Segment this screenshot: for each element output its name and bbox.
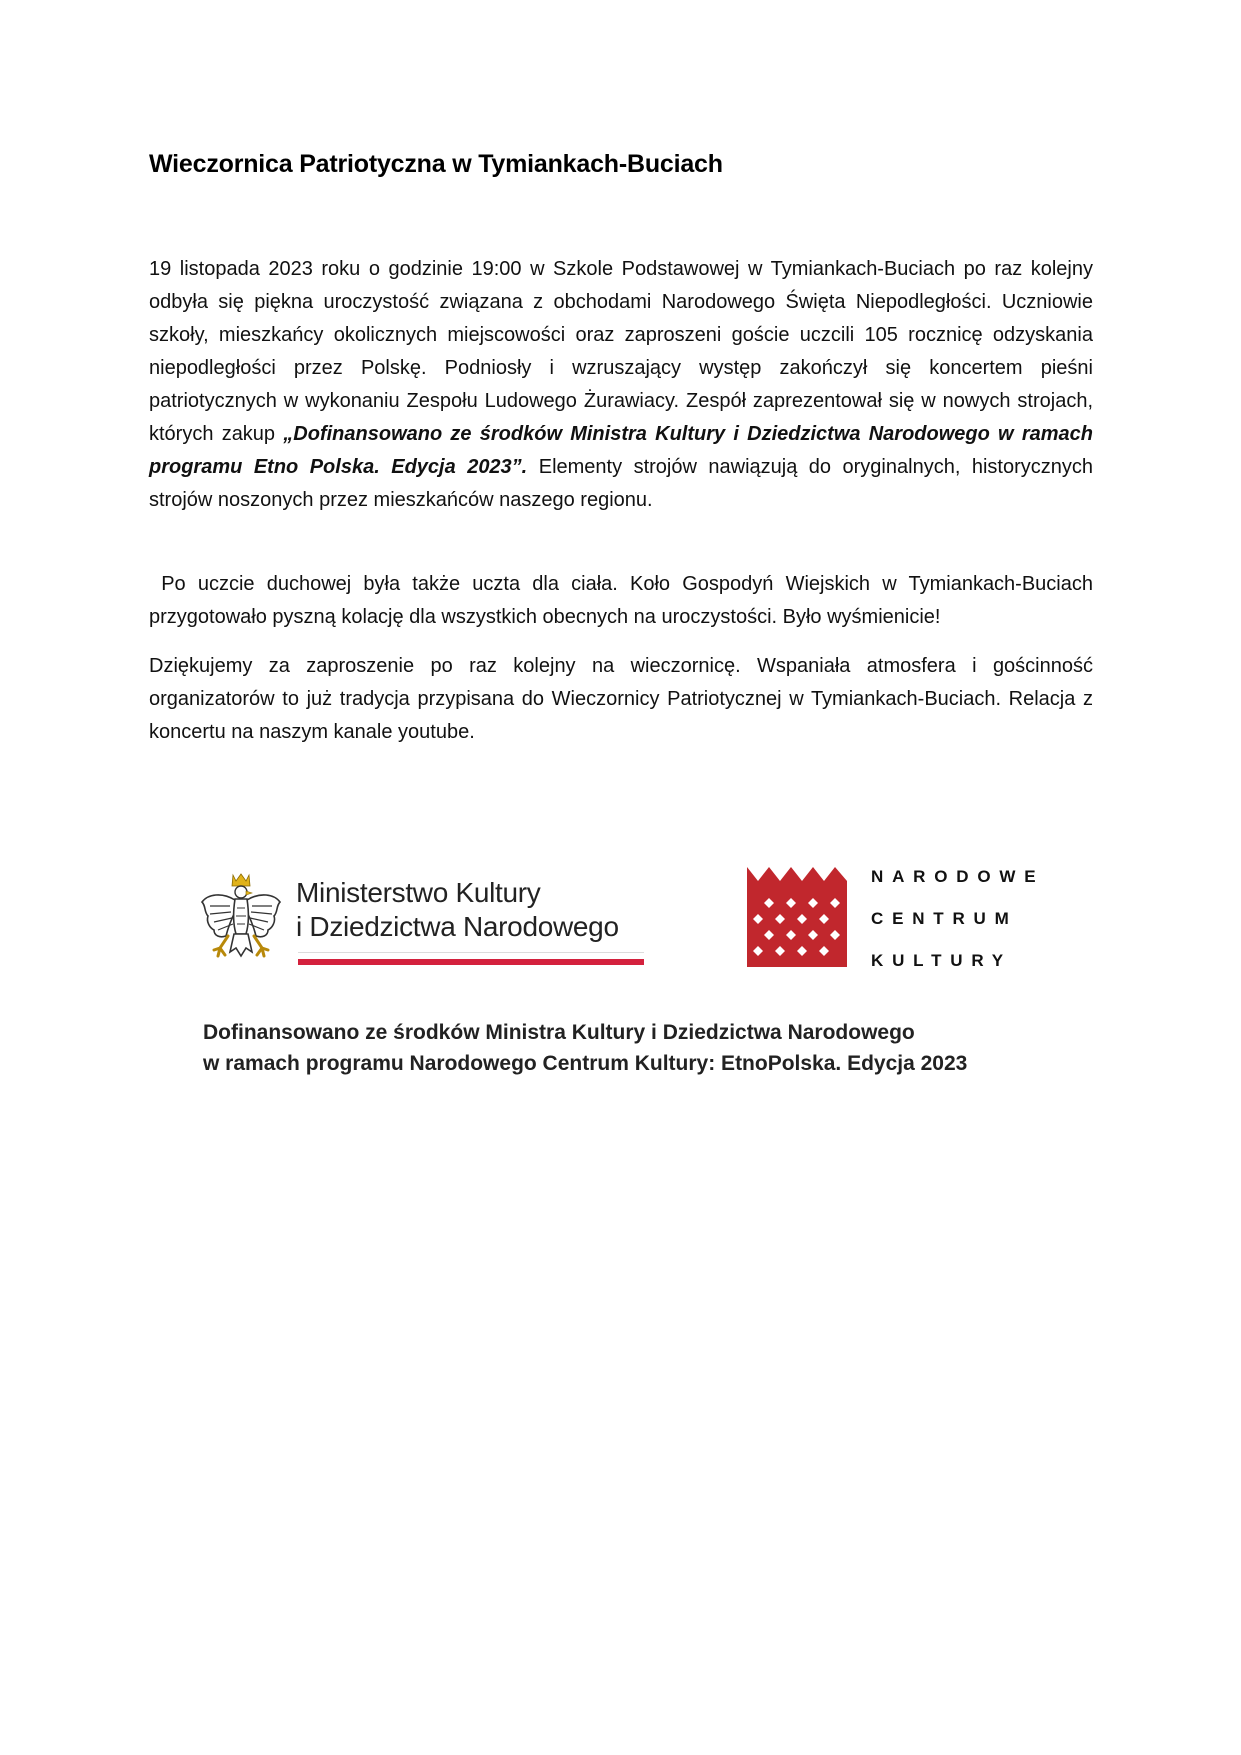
funding-note-line: w ramach programu Narodowego Centrum Kultury: EtnoPolska. Edycja 2023 xyxy=(203,1052,968,1075)
paragraph-text: 19 listopada 2023 roku o godzinie 19:00 w Szkole Podstawowej w Tymiankach-Buciach po raz kolejny odbyła się piękna uroczystość związana z obchodami Narodowego Święta Niepodległości. Uczniowie szkoły, mieszkańcy okolicznych miejscowości oraz zaproszeni goście uczcili 105 rocznicę odzyskania niepodległości przez Polskę. Podniosły i wzruszający występ zakończył się koncertem pieśni patriotycznych w wykonaniu Zespołu Ludowego Żurawiacy. Zespół zaprezentował się w nowych strojach, których zakup xyxy=(149,258,1093,445)
nck-logo xyxy=(747,867,1047,977)
ministry-logo xyxy=(200,870,660,970)
nck-crown-pattern-icon xyxy=(747,867,847,967)
funding-note-line: Dofinansowano ze środków Ministra Kultury i Dziedzictwa Narodowego xyxy=(203,1021,915,1044)
paragraph-text: Dziękujemy za zaproszenie po raz kolejny na wieczornicę. Wspaniała atmosfera i gościnność organizatorów to już tradycja przypisana do Wieczornicy Patriotycznej w Tymiankach-Buciach. Relacja z koncertu na naszym kanale youtube. xyxy=(149,655,1093,743)
page-title: Wieczornica Patriotyczna w Tymiankach-Buciach xyxy=(149,150,723,178)
ministry-name xyxy=(296,876,619,944)
flag-bar-white xyxy=(298,952,644,959)
paragraph-text: Po uczcie duchowej była także uczta dla ciała. Koło Gospodyń Wiejskich w Tymiankach-Buciach przygotowało pyszną kolację dla wszystkich obecnych na uroczystości. Było wyśmienicie! xyxy=(149,573,1099,628)
nck-word: KULTURY xyxy=(871,951,1012,970)
ministry-name-line: i Dziedzictwa Narodowego xyxy=(296,911,619,942)
ministry-name-line: Ministerstwo Kultury xyxy=(296,877,541,908)
paragraph-event-description xyxy=(149,253,1093,517)
polish-eagle-emblem-icon xyxy=(200,872,282,966)
paragraph-dinner xyxy=(149,568,1099,634)
paragraph-text: Elementy strojów nawiązują do oryginalnych, historycznych strojów noszonych przez mieszkańców naszego regionu. xyxy=(149,456,1093,511)
flag-bar-red xyxy=(298,959,644,965)
funding-quote: „Dofinansowano ze środków Ministra Kultury i Dziedzictwa Narodowego w ramach programu Etno Polska. Edycja 2023”. xyxy=(149,423,1093,478)
nck-word: CENTRUM xyxy=(871,909,1018,928)
nck-word: NARODOWE xyxy=(871,867,1045,886)
paragraph-thanks xyxy=(149,650,1093,749)
funding-note xyxy=(203,1017,967,1079)
